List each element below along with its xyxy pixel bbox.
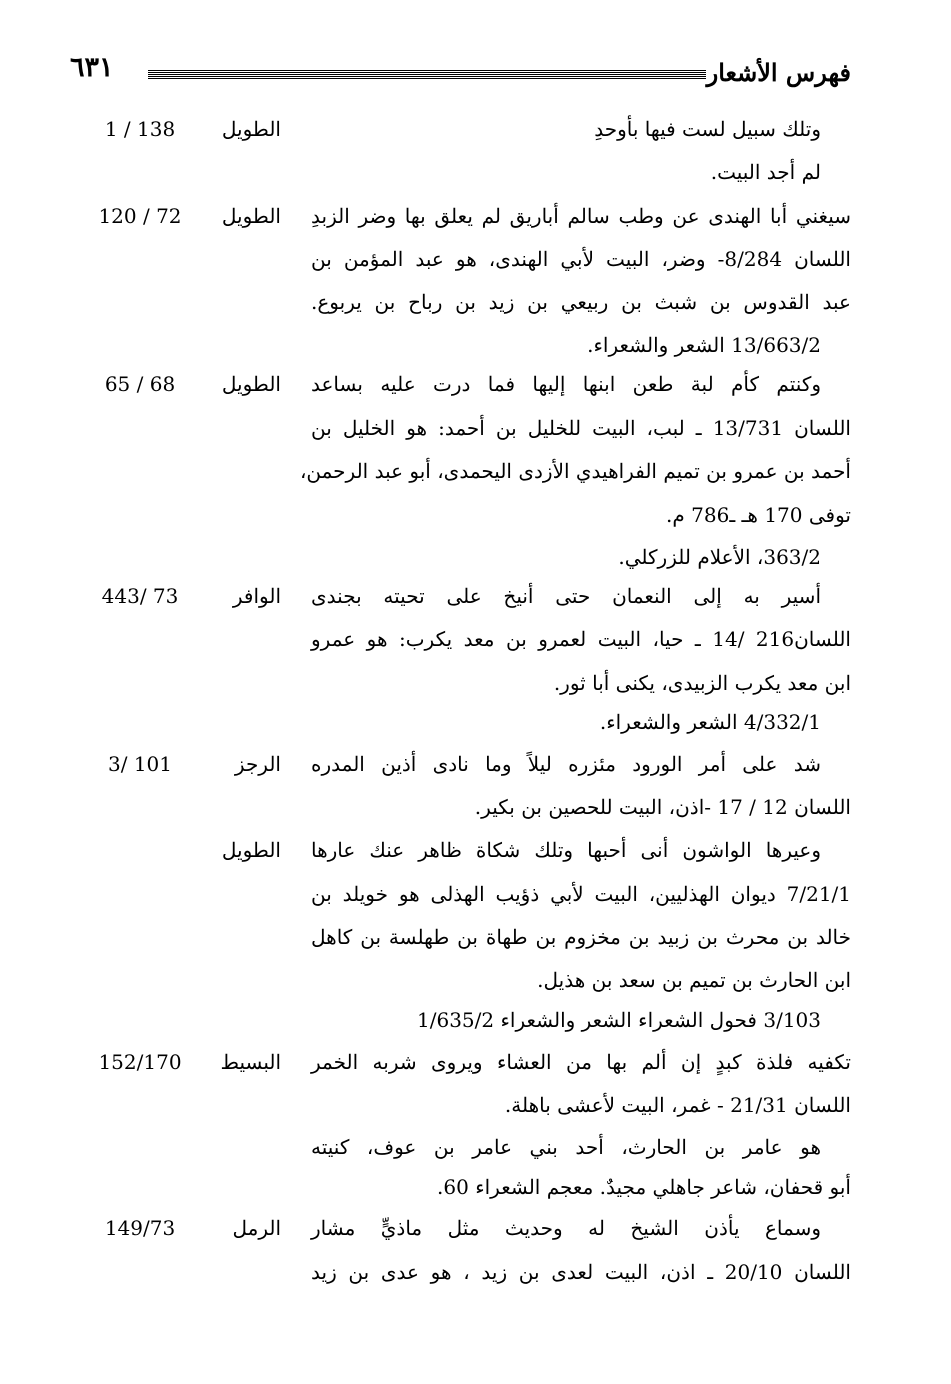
entry-note-line: هو عامر بن الحارث، أحد بني عامر بن عوف، كنيته bbox=[311, 1135, 821, 1159]
verse-line: تكفيه فلذة كبدٍ إن ألم بها من العشاء ويروى شربه الخمر bbox=[311, 1050, 851, 1074]
entry-reference: 3/ 101 bbox=[108, 752, 172, 776]
header-rule bbox=[148, 70, 706, 80]
entry-note-line: اللسان 8/284- وضر، البيت لأبي الهندى، هو عبد المؤمن بن bbox=[311, 247, 851, 271]
entry-reference: 120 / 72 bbox=[98, 204, 182, 228]
entry-note-line: أحمد بن عمرو بن تميم الفراهيدي الأزدى اليحمدى، أبو عبد الرحمن، bbox=[299, 459, 851, 483]
entry-note-line: 13/663/2 الشعر والشعراء. bbox=[587, 333, 821, 357]
running-header-title: فهرس الأشعار bbox=[706, 58, 851, 87]
entry-note-line: خالد بن محرث بن زبيد بن مخزوم بن طهاة بن طهلسة بن كاهل bbox=[311, 925, 851, 949]
entry-reference: 65 / 68 bbox=[104, 372, 176, 396]
verse-line: أسير به إلى النعمان حتى أنيخ على تحيته بجندى bbox=[311, 584, 821, 608]
entry-meter: الطويل bbox=[221, 838, 281, 862]
entry-note-line: اللسان 13/731 ـ لبب، البيت للخليل بن أحمد: هو الخليل بن bbox=[311, 416, 851, 440]
entry-meter: الطويل bbox=[221, 204, 281, 228]
entry-note-line: لم أجد البيت. bbox=[710, 160, 821, 184]
entry-note-line: اللسان 20/10 ـ اذن، البيت لعدى بن زيد ، هو عدى بن زيد bbox=[311, 1260, 851, 1284]
entry-meter: الرمل bbox=[232, 1216, 281, 1240]
entry-meter: البسيط bbox=[220, 1050, 281, 1074]
entry-note-line: ابن الحارث بن تميم بن سعد بن هذيل. bbox=[537, 968, 851, 992]
entry-meter: الطويل bbox=[221, 372, 281, 396]
entry-meter: الرجز bbox=[234, 752, 281, 776]
entry-meter: الوافر bbox=[232, 584, 281, 608]
verse-line: شد على أمر الورود مئزره ليلاً وما نادى أذين المدره bbox=[311, 752, 821, 776]
entry-note-line: 363/2، الأعلام للزركلي. bbox=[618, 545, 821, 569]
entry-note-line: توفى 170 هـ ـ786 م. bbox=[666, 503, 851, 527]
verse-line: سيغني أبا الهندى عن وطب سالم أباريق لم يعلق بها وضر الزبدِ bbox=[311, 204, 851, 228]
verse-line: وكنتم كأم لبة طعن ابنها إليها فما درت عليه بساعد bbox=[311, 372, 821, 396]
page-number: ٦٣١ bbox=[70, 52, 114, 83]
entry-note-line: 4/332/1 الشعر والشعراء. bbox=[599, 710, 821, 734]
entry-note-line: أبو قحفان، شاعر جاهلي مجيدٌ. معجم الشعراء 60. bbox=[437, 1175, 851, 1199]
entry-meter: الطويل bbox=[221, 117, 281, 141]
entry-reference: 149/73 bbox=[104, 1216, 176, 1240]
entry-reference: 1 / 138 bbox=[104, 117, 176, 141]
entry-note-line: 7/21/1 ديوان الهذليين، البيت لأبي ذؤيب الهذلى هو خويلد بن bbox=[311, 882, 851, 906]
verse-line: وعيرها الواشون أنى أحبها وتلك شكاة ظاهر عنك عارها bbox=[311, 838, 821, 862]
verse-line: وتلك سبيل لست فيها بأوحدِ bbox=[594, 117, 821, 141]
entry-note-line: اللسان 21/31 - غمر، البيت لأعشى باهلة. bbox=[504, 1093, 851, 1117]
entry-note-line: 3/103 فحول الشعراء الشعر والشعراء 1/635/2 bbox=[417, 1008, 821, 1032]
entry-note-line: اللسان216 /14 ـ حيا، البيت لعمرو بن معد يكرب: هو عمرو bbox=[311, 627, 851, 651]
entry-note-line: عبد القدوس بن شبث بن ربيعي بن زيد بن رباح بن يربوع. bbox=[311, 290, 851, 314]
entry-note-line: اللسان 12 / 17 -اذن، البيت للحصين بن بكير. bbox=[474, 795, 851, 819]
entry-reference: 152/170 bbox=[98, 1050, 182, 1074]
verse-line: وسماع يأذن الشيخ له وحديث مثل ماذيٍّ مشار bbox=[311, 1216, 821, 1240]
entry-reference: 443/ 73 bbox=[101, 584, 179, 608]
entry-note-line: ابن معد يكرب الزبيدى، يكنى أبا ثور. bbox=[553, 671, 851, 695]
